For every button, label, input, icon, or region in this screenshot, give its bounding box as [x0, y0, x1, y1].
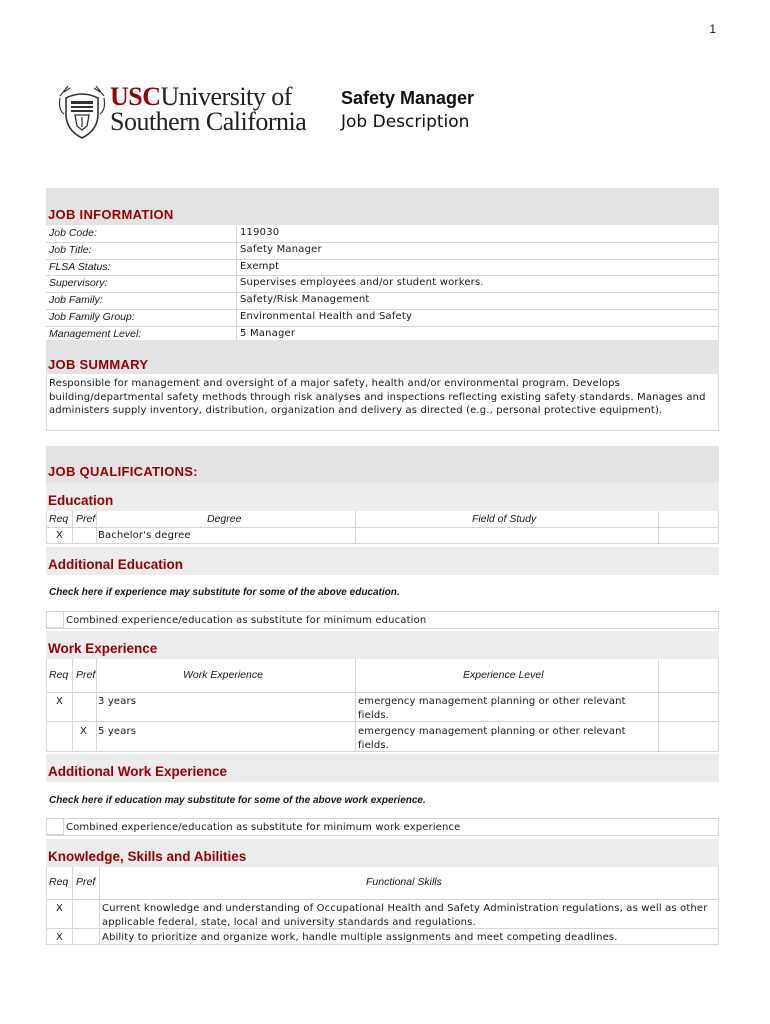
- job-info-value: Supervises employees and/or student workers.: [240, 277, 484, 289]
- ksa-row1-skill: Current knowledge and understanding of Occupational Health and Safety Administration regulations, as well as other applicable federal, state, local and university standards and regulations.: [102, 903, 708, 928]
- education-col-req: Req: [49, 513, 69, 525]
- job-info-row-divider: [46, 326, 719, 327]
- education-col-degree: Degree: [207, 513, 242, 525]
- ksa-col-pref: Pref: [76, 876, 96, 888]
- education-heading: Education: [48, 493, 114, 508]
- education-band: [46, 483, 719, 511]
- job-info-value: Safety Manager: [240, 243, 322, 255]
- education-col-field: Field of Study: [472, 513, 537, 525]
- work-col-pref: Pref: [76, 669, 96, 681]
- job-info-row-divider: [46, 292, 719, 293]
- job-qualifications-heading: JOB QUALIFICATIONS:: [48, 464, 198, 479]
- work-col-experience: Work Experience: [183, 669, 263, 681]
- ksa-col-req: Req: [49, 876, 69, 888]
- additional-work-checkbox[interactable]: [46, 818, 64, 835]
- job-info-row-divider: [46, 242, 719, 243]
- job-info-value: Environmental Health and Safety: [240, 311, 413, 322]
- job-info-column-divider: [236, 226, 237, 344]
- job-info-value: 119030: [240, 227, 280, 238]
- job-summary-heading: JOB SUMMARY: [48, 357, 149, 372]
- ksa-col-skills: Functional Skills: [366, 876, 442, 888]
- job-info-row-divider: [46, 309, 719, 310]
- work-col-req: Req: [49, 669, 69, 681]
- job-info-label: Management Level:: [49, 327, 142, 340]
- job-info-value: Safety/Risk Management: [240, 294, 370, 306]
- ksa-heading: Knowledge, Skills and Abilities: [48, 849, 247, 864]
- job-info-value: 5 Manager: [240, 327, 296, 339]
- logo-line1: University of: [160, 82, 292, 111]
- education-degree: Bachelor's degree: [98, 530, 191, 541]
- logo-usc: USC: [110, 82, 161, 111]
- job-info-label: Supervisory:: [49, 277, 108, 290]
- additional-education-option: Combined experience/education as substitute for minimum education: [66, 615, 427, 626]
- ksa-row2-skill: Ability to prioritize and organize work, handle multiple assignments and meet competing deadlines.: [102, 932, 618, 943]
- job-information-heading: JOB INFORMATION: [48, 207, 174, 222]
- usc-wordmark: [110, 84, 306, 134]
- job-info-row-divider: [46, 259, 719, 260]
- job-info-label: Job Title:: [49, 243, 92, 256]
- education-col-pref: Pref: [76, 513, 96, 525]
- job-summary-text: Responsible for management and oversight of a major safety, health and/or environmental program. Develops building/departmental safety methods through risk analyses and inspections reflecting existing safety standards. Manages and administers supply inventory, distribution, organization and delivery as directed (e.g., personal protective equipment).: [49, 378, 706, 416]
- work-row1-years: 3 years: [98, 696, 137, 707]
- education-req-mark: X: [56, 530, 64, 541]
- work-row2-level: emergency management planning or other relevant fields.: [358, 726, 626, 751]
- usc-logo: [58, 84, 326, 140]
- ksa-row1-req: X: [56, 903, 64, 914]
- additional-education-heading: Additional Education: [48, 557, 183, 572]
- usc-seal-icon: [58, 84, 106, 140]
- job-info-row-divider: [46, 275, 719, 276]
- additional-education-checkbox[interactable]: [46, 611, 64, 628]
- job-info-right-border: [718, 226, 719, 344]
- page-number: 1: [709, 22, 716, 36]
- work-row2-pref: X: [80, 726, 88, 737]
- job-info-label: FLSA Status:: [49, 260, 111, 273]
- ksa-row2-req: X: [56, 932, 64, 943]
- work-row1-req: X: [56, 696, 64, 707]
- job-info-label: Job Family Group:: [49, 311, 135, 323]
- job-info-value: Exempt: [240, 260, 280, 272]
- work-col-level: Experience Level: [463, 669, 544, 681]
- work-row1-level: emergency management planning or other relevant fields.: [358, 696, 626, 721]
- job-info-label: Job Code:: [49, 227, 97, 239]
- job-info-label: Job Family:: [49, 294, 103, 307]
- logo-line2: Southern California: [110, 107, 307, 136]
- additional-work-heading: Additional Work Experience: [48, 764, 228, 779]
- additional-work-note: Check here if education may substitute for some of the above work experience.: [49, 795, 426, 806]
- document-subtitle: Job Description: [341, 112, 470, 132]
- additional-education-note: Check here if experience may substitute for some of the above education.: [49, 587, 400, 598]
- additional-work-option: Combined experience/education as substitute for minimum work experience: [66, 822, 461, 833]
- document-title: Safety Manager: [341, 88, 475, 108]
- work-experience-heading: Work Experience: [48, 641, 158, 656]
- work-row2-years: 5 years: [98, 726, 137, 737]
